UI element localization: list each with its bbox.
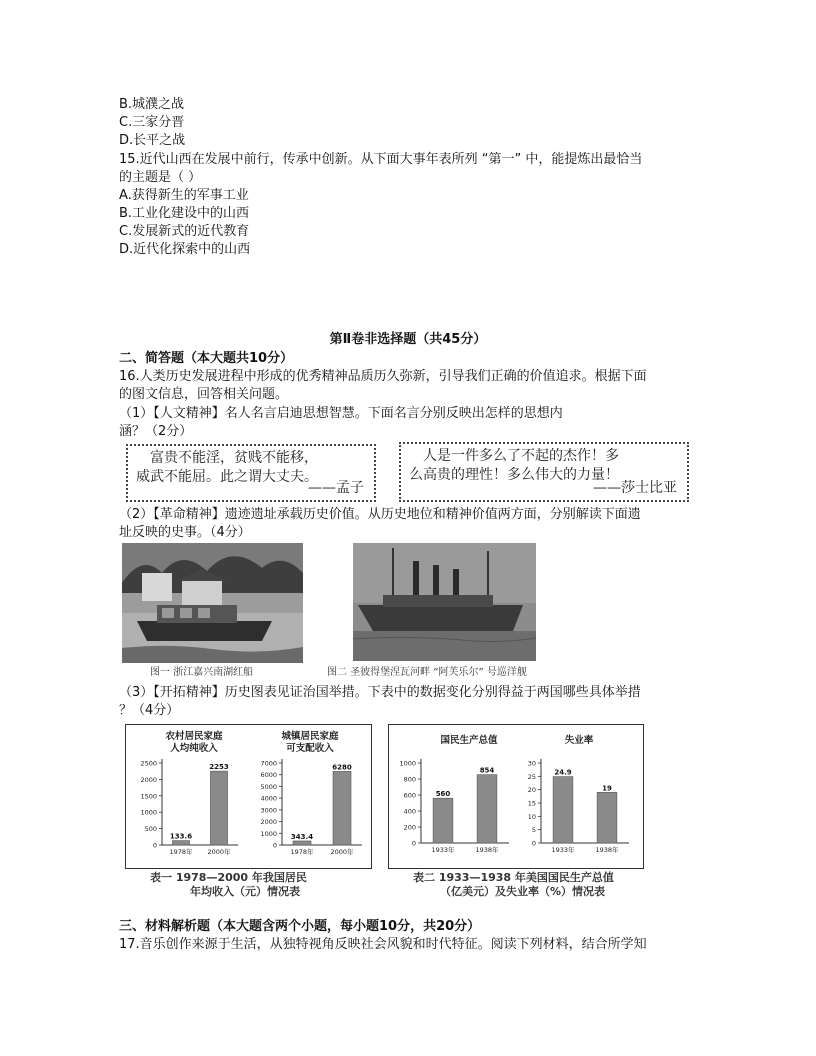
chart4-plot <box>528 759 629 854</box>
section2-title: 第Ⅱ卷非选择题（共45分） <box>329 332 487 347</box>
bar <box>333 771 351 845</box>
y-tick-label: 2000 <box>140 775 157 784</box>
chart4-title: 失业率 <box>564 735 594 746</box>
bar-value-label: 343.4 <box>290 832 314 841</box>
chart3-plot <box>399 759 509 854</box>
bar-value-label: 2253 <box>209 763 229 772</box>
table1-caption-line1: 表一 1978—2000 年我国居民 <box>150 871 307 884</box>
y-tick-label: 7000 <box>260 759 277 768</box>
y-tick-label: 0 <box>152 841 157 850</box>
category-label: 2000年 <box>330 848 354 856</box>
sub2-line2: 址反映的史事。（4分） <box>119 525 251 540</box>
y-tick-label: 1000 <box>399 759 416 768</box>
table2-chart-box <box>388 724 644 869</box>
q16-line1: 16.人类历史发展进程中形成的优秀精神品质历久弥新，引导我们正确的价值追求。根据下面 <box>119 369 647 384</box>
quote-shakespeare-line2: 么高贵的理性！多么伟大的力量！ <box>409 467 619 483</box>
sub3-line2: ？（4分） <box>119 703 180 718</box>
category-label: 1933年 <box>551 846 575 854</box>
y-tick-label: 30 <box>527 759 536 768</box>
y-tick-label: 15 <box>527 799 536 808</box>
bar <box>553 777 573 843</box>
y-tick-label: 0 <box>272 841 277 850</box>
y-tick-label: 600 <box>403 791 416 800</box>
bar <box>433 798 453 843</box>
quote-shakespeare-line1: 人是一件多么了不起的杰作！多 <box>423 448 619 464</box>
category-label: 1933年 <box>431 846 455 854</box>
q17-line1: 17.音乐创作来源于生活，从独特视角反映社会风貌和时代特征。阅读下列材料，结合所学知 <box>119 937 647 952</box>
quote-shakespeare-author: ——莎士比亚 <box>593 480 677 496</box>
q15-stem-line2: 的主题是（ ） <box>119 170 202 185</box>
q15-option-c: C.发展新式的近代教育 <box>119 224 250 239</box>
bar-value-label: 6280 <box>332 763 352 772</box>
q15-option-a: A.获得新生的军事工业 <box>119 188 249 203</box>
category-label: 1938年 <box>475 846 499 854</box>
table2-caption-line2: （亿美元）及失业率（%）情况表 <box>440 885 606 898</box>
y-tick-label: 0 <box>411 839 416 848</box>
section3-heading: 三、材料解析题（本大题含两个小题，每小题10分，共20分） <box>119 919 481 934</box>
bar-value-label: 24.9 <box>554 768 572 777</box>
option-d-prev: D.长平之战 <box>119 133 186 148</box>
y-tick-label: 6000 <box>260 771 277 780</box>
bar <box>597 792 617 843</box>
photo1-caption: 图一 浙江嘉兴南湖红船 <box>150 667 254 678</box>
chart2-plot <box>260 759 362 856</box>
quote-mencius-box <box>126 444 376 502</box>
sub1-line2: 涵？（2分） <box>119 424 193 439</box>
sub2-line1: （2）【革命精神】遗迹遗址承载历史价值。从历史地位和精神价值两方面，分别解读下面遗 <box>119 507 641 522</box>
bar-value-label: 133.6 <box>169 832 193 841</box>
y-tick-label: 4000 <box>260 794 277 803</box>
chart1-title: 农村居民家庭 人均纯收入 <box>165 731 223 754</box>
q15-stem-line1: 15.近代山西在发展中前行，传承中创新。从下面大事年表所列 “第一” 中，能提炼出最恰当 <box>119 152 643 167</box>
category-label: 2000年 <box>207 848 231 856</box>
table2-caption-line1: 表二 1933—1938 年美国国民生产总值 <box>413 871 614 884</box>
bar-value-label: 19 <box>602 784 612 793</box>
y-tick-label: 20 <box>527 786 536 795</box>
y-tick-label: 1500 <box>140 792 157 801</box>
aurora-cruiser-photo <box>353 543 536 661</box>
sub1-line1: （1）【人文精神】名人名言启迪思想智慧。下面名言分别反映出怎样的思想内 <box>119 406 563 421</box>
bar <box>172 841 189 845</box>
y-tick-label: 3000 <box>260 806 277 815</box>
y-tick-label: 5000 <box>260 782 277 791</box>
bar <box>210 771 227 845</box>
y-tick-label: 400 <box>403 807 416 816</box>
option-c-prev: C.三家分晋 <box>119 115 185 130</box>
q15-option-b: B.工业化建设中的山西 <box>119 206 250 221</box>
y-tick-label: 200 <box>403 823 416 832</box>
quote-mencius-author: ——孟子 <box>308 480 364 496</box>
q16-line2: 的图文信息，回答相关问题。 <box>119 387 289 402</box>
chart2-title: 城镇居民家庭 可支配收入 <box>281 731 339 754</box>
y-tick-label: 2000 <box>260 818 277 827</box>
chart3-title: 国民生产总值 <box>440 735 498 746</box>
q15-option-d: D.近代化探索中的山西 <box>119 242 251 257</box>
bar <box>477 775 497 843</box>
bar-value-label: 854 <box>479 766 495 775</box>
section2-heading: 二、简答题（本大题共10分） <box>119 351 294 366</box>
quote-shakespeare-box <box>399 442 689 502</box>
y-tick-label: 5 <box>531 826 536 835</box>
chart1-plot <box>140 759 238 856</box>
quote-mencius-line1: 富贵不能淫，贫贱不能移， <box>150 450 318 466</box>
y-tick-label: 800 <box>403 775 416 784</box>
y-tick-label: 2500 <box>140 759 157 768</box>
y-tick-label: 1000 <box>140 808 157 817</box>
red-boat-photo <box>122 543 303 663</box>
y-tick-label: 25 <box>527 772 536 781</box>
photo2-caption: 图二 圣彼得堡涅瓦河畔 “阿芙乐尔” 号巡洋舰 <box>327 667 527 678</box>
quote-mencius-line2: 威武不能屈。此之谓大丈夫。 <box>136 469 318 485</box>
option-b-prev: B.城濮之战 <box>119 97 185 112</box>
table1-caption-line2: 年均收入（元）情况表 <box>190 885 300 898</box>
y-tick-label: 500 <box>144 825 157 834</box>
y-tick-label: 1000 <box>260 829 277 838</box>
category-label: 1938年 <box>595 846 619 854</box>
bar <box>293 841 311 845</box>
bar-value-label: 560 <box>435 790 451 799</box>
y-tick-label: 10 <box>527 812 536 821</box>
y-tick-label: 0 <box>531 839 536 848</box>
category-label: 1978年 <box>290 848 314 856</box>
table1-chart-box <box>125 724 372 869</box>
category-label: 1978年 <box>169 848 193 856</box>
sub3-line1: （3）【开拓精神】历史图表见证治国举措。下表中的数据变化分别得益于两国哪些具体举措 <box>119 685 641 700</box>
